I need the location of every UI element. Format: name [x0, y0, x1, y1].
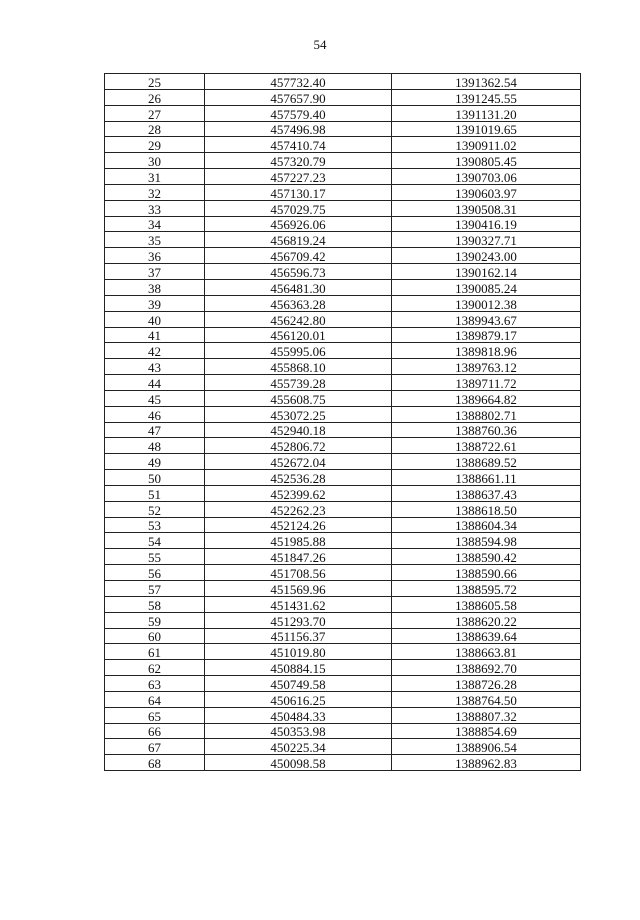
- table-row: [105, 565, 581, 581]
- point-number-cell: 68: [105, 755, 205, 771]
- x-coordinate-cell: 452806.72: [205, 438, 392, 454]
- point-number-cell: 42: [105, 343, 205, 359]
- x-coordinate-cell: 457130.17: [205, 184, 392, 200]
- point-number-cell: 39: [105, 295, 205, 311]
- table-row: [105, 105, 581, 121]
- y-coordinate-cell: 1390012.38: [392, 295, 581, 311]
- x-coordinate-cell: 457320.79: [205, 153, 392, 169]
- y-coordinate-cell: 1390327.71: [392, 232, 581, 248]
- y-coordinate-cell: 1391362.54: [392, 74, 581, 90]
- point-number-cell: 29: [105, 137, 205, 153]
- x-coordinate-cell: 450353.98: [205, 723, 392, 739]
- point-number-cell: 36: [105, 248, 205, 264]
- table-row: [105, 137, 581, 153]
- y-coordinate-cell: 1388726.28: [392, 676, 581, 692]
- coordinates-table: [104, 73, 581, 771]
- x-coordinate-cell: 456120.01: [205, 327, 392, 343]
- x-coordinate-cell: 450484.33: [205, 707, 392, 723]
- table-row: [105, 470, 581, 486]
- point-number-cell: 32: [105, 184, 205, 200]
- x-coordinate-cell: 450225.34: [205, 739, 392, 755]
- point-number-cell: 54: [105, 533, 205, 549]
- point-number-cell: 67: [105, 739, 205, 755]
- table-row: [105, 485, 581, 501]
- point-number-cell: 64: [105, 691, 205, 707]
- x-coordinate-cell: 452536.28: [205, 470, 392, 486]
- point-number-cell: 62: [105, 660, 205, 676]
- x-coordinate-cell: 455739.28: [205, 375, 392, 391]
- table-row: [105, 501, 581, 517]
- point-number-cell: 60: [105, 628, 205, 644]
- point-number-cell: 45: [105, 390, 205, 406]
- y-coordinate-cell: 1388618.50: [392, 501, 581, 517]
- table-row: [105, 121, 581, 137]
- x-coordinate-cell: 451293.70: [205, 612, 392, 628]
- point-number-cell: 55: [105, 549, 205, 565]
- y-coordinate-cell: 1389711.72: [392, 375, 581, 391]
- y-coordinate-cell: 1391131.20: [392, 105, 581, 121]
- x-coordinate-cell: 451431.62: [205, 596, 392, 612]
- y-coordinate-cell: 1390805.45: [392, 153, 581, 169]
- table-row: [105, 581, 581, 597]
- y-coordinate-cell: 1389943.67: [392, 311, 581, 327]
- table-row: [105, 517, 581, 533]
- table-row: [105, 755, 581, 771]
- y-coordinate-cell: 1389664.82: [392, 390, 581, 406]
- x-coordinate-cell: 457579.40: [205, 105, 392, 121]
- table-row: [105, 343, 581, 359]
- table-row: [105, 676, 581, 692]
- x-coordinate-cell: 457410.74: [205, 137, 392, 153]
- point-number-cell: 44: [105, 375, 205, 391]
- y-coordinate-cell: 1388807.32: [392, 707, 581, 723]
- point-number-cell: 57: [105, 581, 205, 597]
- y-coordinate-cell: 1388595.72: [392, 581, 581, 597]
- table-row: [105, 628, 581, 644]
- y-coordinate-cell: 1390243.00: [392, 248, 581, 264]
- point-number-cell: 43: [105, 359, 205, 375]
- x-coordinate-cell: 452940.18: [205, 422, 392, 438]
- y-coordinate-cell: 1390603.97: [392, 184, 581, 200]
- table-row: [105, 327, 581, 343]
- table-row: [105, 707, 581, 723]
- table-row: [105, 295, 581, 311]
- point-number-cell: 35: [105, 232, 205, 248]
- point-number-cell: 61: [105, 644, 205, 660]
- point-number-cell: 58: [105, 596, 205, 612]
- x-coordinate-cell: 456926.06: [205, 216, 392, 232]
- point-number-cell: 65: [105, 707, 205, 723]
- y-coordinate-cell: 1389763.12: [392, 359, 581, 375]
- x-coordinate-cell: 457227.23: [205, 169, 392, 185]
- table-row: [105, 644, 581, 660]
- x-coordinate-cell: 452399.62: [205, 485, 392, 501]
- y-coordinate-cell: 1388689.52: [392, 454, 581, 470]
- y-coordinate-cell: 1389879.17: [392, 327, 581, 343]
- x-coordinate-cell: 452672.04: [205, 454, 392, 470]
- x-coordinate-cell: 451019.80: [205, 644, 392, 660]
- x-coordinate-cell: 457496.98: [205, 121, 392, 137]
- table-row: [105, 596, 581, 612]
- table-row: [105, 184, 581, 200]
- y-coordinate-cell: 1390162.14: [392, 264, 581, 280]
- table-row: [105, 248, 581, 264]
- y-coordinate-cell: 1388962.83: [392, 755, 581, 771]
- x-coordinate-cell: 457732.40: [205, 74, 392, 90]
- y-coordinate-cell: 1388590.66: [392, 565, 581, 581]
- point-number-cell: 27: [105, 105, 205, 121]
- point-number-cell: 25: [105, 74, 205, 90]
- y-coordinate-cell: 1388594.98: [392, 533, 581, 549]
- point-number-cell: 50: [105, 470, 205, 486]
- y-coordinate-cell: 1388722.61: [392, 438, 581, 454]
- x-coordinate-cell: 456596.73: [205, 264, 392, 280]
- x-coordinate-cell: 457657.90: [205, 89, 392, 105]
- point-number-cell: 26: [105, 89, 205, 105]
- table-row: [105, 359, 581, 375]
- x-coordinate-cell: 455868.10: [205, 359, 392, 375]
- x-coordinate-cell: 452262.23: [205, 501, 392, 517]
- table-row: [105, 422, 581, 438]
- table-row: [105, 375, 581, 391]
- x-coordinate-cell: 451156.37: [205, 628, 392, 644]
- x-coordinate-cell: 455608.75: [205, 390, 392, 406]
- point-number-cell: 47: [105, 422, 205, 438]
- point-number-cell: 63: [105, 676, 205, 692]
- y-coordinate-cell: 1388639.64: [392, 628, 581, 644]
- table-row: [105, 153, 581, 169]
- point-number-cell: 37: [105, 264, 205, 280]
- x-coordinate-cell: 456481.30: [205, 279, 392, 295]
- point-number-cell: 33: [105, 200, 205, 216]
- x-coordinate-cell: 452124.26: [205, 517, 392, 533]
- x-coordinate-cell: 451708.56: [205, 565, 392, 581]
- y-coordinate-cell: 1388854.69: [392, 723, 581, 739]
- x-coordinate-cell: 456242.80: [205, 311, 392, 327]
- x-coordinate-cell: 451569.96: [205, 581, 392, 597]
- table-row: [105, 232, 581, 248]
- table-row: [105, 311, 581, 327]
- point-number-cell: 56: [105, 565, 205, 581]
- y-coordinate-cell: 1390508.31: [392, 200, 581, 216]
- x-coordinate-cell: 451985.88: [205, 533, 392, 549]
- coordinates-table-body: [105, 74, 581, 771]
- x-coordinate-cell: 450749.58: [205, 676, 392, 692]
- point-number-cell: 38: [105, 279, 205, 295]
- y-coordinate-cell: 1389818.96: [392, 343, 581, 359]
- table-row: [105, 660, 581, 676]
- point-number-cell: 31: [105, 169, 205, 185]
- table-row: [105, 89, 581, 105]
- table-row: [105, 739, 581, 755]
- y-coordinate-cell: 1388605.58: [392, 596, 581, 612]
- table-row: [105, 723, 581, 739]
- x-coordinate-cell: 450098.58: [205, 755, 392, 771]
- y-coordinate-cell: 1391019.65: [392, 121, 581, 137]
- point-number-cell: 59: [105, 612, 205, 628]
- table-row: [105, 691, 581, 707]
- y-coordinate-cell: 1390703.06: [392, 169, 581, 185]
- table-row: [105, 74, 581, 90]
- x-coordinate-cell: 450616.25: [205, 691, 392, 707]
- x-coordinate-cell: 456819.24: [205, 232, 392, 248]
- point-number-cell: 53: [105, 517, 205, 533]
- point-number-cell: 41: [105, 327, 205, 343]
- x-coordinate-cell: 450884.15: [205, 660, 392, 676]
- table-row: [105, 533, 581, 549]
- point-number-cell: 30: [105, 153, 205, 169]
- table-row: [105, 200, 581, 216]
- table-row: [105, 279, 581, 295]
- x-coordinate-cell: 455995.06: [205, 343, 392, 359]
- point-number-cell: 48: [105, 438, 205, 454]
- table-row: [105, 438, 581, 454]
- y-coordinate-cell: 1388590.42: [392, 549, 581, 565]
- y-coordinate-cell: 1388692.70: [392, 660, 581, 676]
- y-coordinate-cell: 1388802.71: [392, 406, 581, 422]
- y-coordinate-cell: 1388764.50: [392, 691, 581, 707]
- y-coordinate-cell: 1388620.22: [392, 612, 581, 628]
- table-row: [105, 454, 581, 470]
- point-number-cell: 40: [105, 311, 205, 327]
- x-coordinate-cell: 453072.25: [205, 406, 392, 422]
- y-coordinate-cell: 1390911.02: [392, 137, 581, 153]
- point-number-cell: 34: [105, 216, 205, 232]
- page-number: 54: [313, 37, 327, 52]
- y-coordinate-cell: 1388604.34: [392, 517, 581, 533]
- table-row: [105, 612, 581, 628]
- y-coordinate-cell: 1388661.11: [392, 470, 581, 486]
- x-coordinate-cell: 456709.42: [205, 248, 392, 264]
- y-coordinate-cell: 1390416.19: [392, 216, 581, 232]
- x-coordinate-cell: 457029.75: [205, 200, 392, 216]
- point-number-cell: 66: [105, 723, 205, 739]
- point-number-cell: 52: [105, 501, 205, 517]
- x-coordinate-cell: 456363.28: [205, 295, 392, 311]
- point-number-cell: 51: [105, 485, 205, 501]
- point-number-cell: 46: [105, 406, 205, 422]
- y-coordinate-cell: 1388760.36: [392, 422, 581, 438]
- table-row: [105, 549, 581, 565]
- y-coordinate-cell: 1388663.81: [392, 644, 581, 660]
- y-coordinate-cell: 1388637.43: [392, 485, 581, 501]
- y-coordinate-cell: 1390085.24: [392, 279, 581, 295]
- table-row: [105, 216, 581, 232]
- table-row: [105, 169, 581, 185]
- point-number-cell: 28: [105, 121, 205, 137]
- table-row: [105, 406, 581, 422]
- y-coordinate-cell: 1391245.55: [392, 89, 581, 105]
- x-coordinate-cell: 451847.26: [205, 549, 392, 565]
- point-number-cell: 49: [105, 454, 205, 470]
- table-row: [105, 264, 581, 280]
- y-coordinate-cell: 1388906.54: [392, 739, 581, 755]
- table-row: [105, 390, 581, 406]
